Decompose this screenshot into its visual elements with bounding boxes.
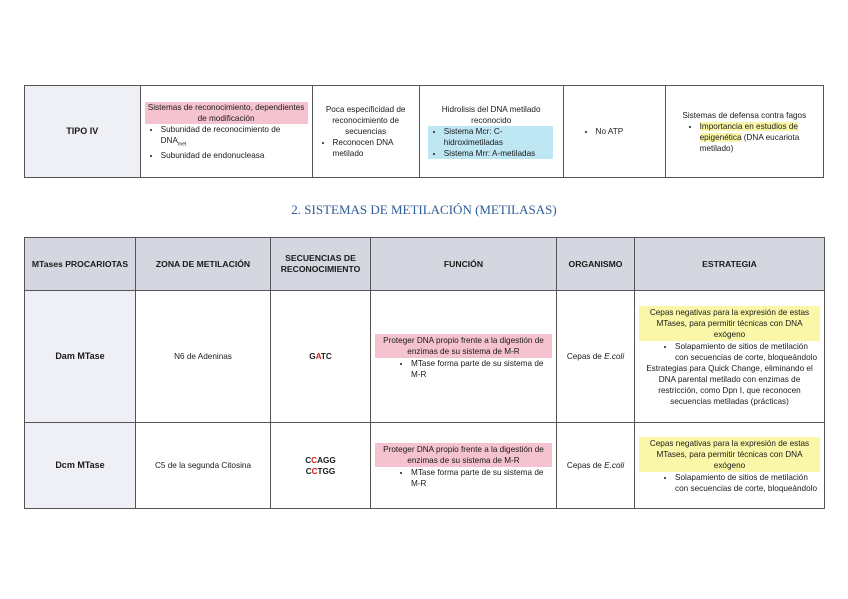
tipo4-col4 [563, 86, 665, 178]
list-item: • MTase forma parte de su sistema de M-R [411, 358, 552, 380]
row-secuencia [271, 423, 371, 509]
tipo4-col2 [312, 86, 419, 178]
list-item: • Reconocen DNA metilado [333, 137, 415, 159]
row-organismo: Cepas de E.coli [557, 291, 635, 423]
table-row [25, 423, 825, 509]
tipo4-table [24, 85, 824, 178]
estrategia-highlight: Cepas negativas para la expresión de estas MTases, para permitir técnicas con DNA exógeno [639, 437, 820, 472]
estrategia-list [639, 341, 820, 363]
row-zona: N6 de Adeninas [136, 291, 271, 423]
tipo4-col1 [140, 86, 312, 178]
list-item: • Solapamiento de sitios de metilación con secuencias de corte, bloqueándolo [675, 341, 820, 363]
tipo4-col5-text: Sistemas de defensa contra fagos [682, 110, 807, 120]
tipo4-col1-list [145, 124, 308, 162]
header-estrategia: ESTRATEGIA [635, 238, 825, 291]
row-name: Dcm MTase [25, 423, 136, 509]
tipo4-col3-text: Hidrolisis del DNA metilado reconocido [441, 105, 541, 125]
tipo4-label: TIPO IV [25, 86, 141, 178]
list-item: • Importancia en estudios de epigenética (DNA eucariota metilado) [700, 121, 819, 154]
header-row [25, 238, 825, 291]
funcion-highlight: Proteger DNA propio frente a la digestión de enzimas de su sistema de M-R [375, 443, 552, 467]
funcion-list [375, 358, 552, 380]
tipo4-col5-list [670, 121, 819, 154]
row-name: Dam MTase [25, 291, 136, 423]
header-secuencias: SECUENCIAS DE RECONOCIMIENTO [271, 238, 371, 291]
sequence: CCTGG [305, 466, 336, 476]
row-secuencia [271, 291, 371, 423]
tipo4-col2-list [317, 137, 415, 159]
metilasas-table [24, 237, 825, 509]
estrategia-list [639, 472, 820, 494]
list-item: • Subunidad de endonucleasa [161, 150, 308, 161]
list-item: • Subunidad de reconocimiento de $DNA_{met}$ [161, 124, 308, 151]
header-zona: ZONA DE METILACIÓN [136, 238, 271, 291]
sequence: CCAGG [305, 455, 336, 465]
list-item: • No ATP [596, 126, 661, 137]
row-estrategia [635, 291, 825, 423]
header-organismo: ORGANISMO [557, 238, 635, 291]
tipo4-col5 [665, 86, 823, 178]
section-title: 2. SISTEMAS DE METILACIÓN (METILASAS) [291, 202, 557, 217]
row-funcion [371, 423, 557, 509]
estrategia-highlight: Cepas negativas para la expresión de estas MTases, para permitir técnicas con DNA exógeno [639, 306, 820, 341]
tipo4-col2-text: Poca especificidad de reconocimiento de secuencias [325, 105, 406, 136]
table-row [25, 291, 825, 423]
row-zona: C5 de la segunda Citosina [136, 423, 271, 509]
row-funcion [371, 291, 557, 423]
header-mtases: MTases PROCARIOTAS [25, 238, 136, 291]
estrategia-extra: Estrategias para Quick Change, eliminando el DNA parental metilado con enzimas de restricción, como Dpn I, que reconocen secuencias metiladas (prácticas) [646, 364, 813, 406]
list-item: • Solapamiento de sitios de metilación con secuencias de corte, bloqueándolo [675, 472, 820, 494]
row-organismo: Cepas de E.coli [557, 423, 635, 509]
tipo4-col3 [419, 86, 563, 178]
tipo4-col1-highlight: Sistemas de reconocimiento, dependientes de modificación [145, 102, 308, 124]
list-item: • Sistema Mcr: C-hidroximetiladas [444, 126, 553, 148]
funcion-list [375, 467, 552, 489]
tipo4-col3-list [428, 126, 553, 159]
sequence: GATC [309, 352, 332, 361]
row-estrategia [635, 423, 825, 509]
list-item: • Sistema Mrr: A-metiladas [444, 148, 553, 159]
tipo4-col4-list [568, 126, 661, 137]
list-item: • MTase forma parte de su sistema de M-R [411, 467, 552, 489]
header-funcion: FUNCIÓN [371, 238, 557, 291]
tipo4-row [25, 86, 824, 178]
funcion-highlight: Proteger DNA propio frente a la digestión de enzimas de su sistema de M-R [375, 334, 552, 358]
